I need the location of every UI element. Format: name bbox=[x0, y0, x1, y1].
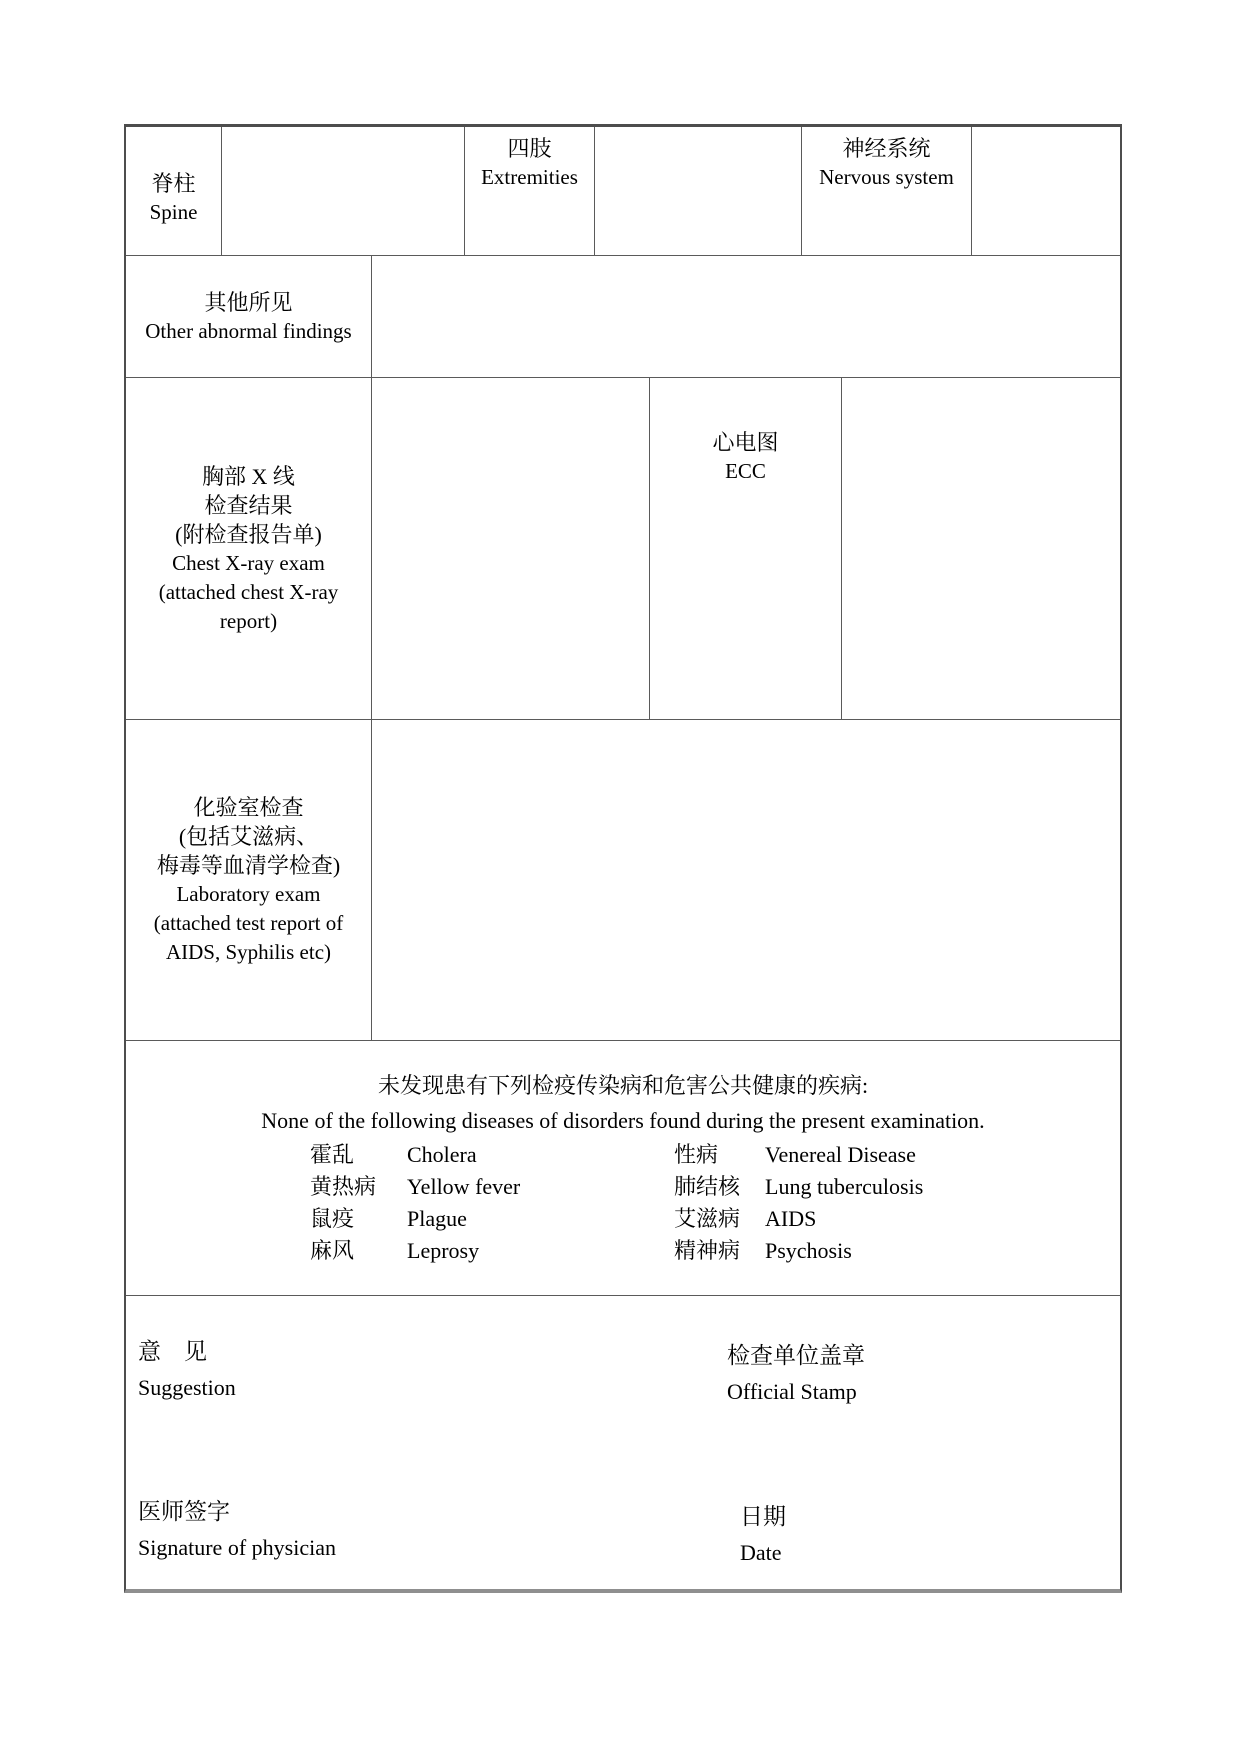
disease-yellow-fever-cn: 黄热病 bbox=[310, 1174, 377, 1199]
lab-label-line6: AIDS, Syphilis etc) bbox=[165, 940, 332, 964]
suggestion-label-en: Suggestion bbox=[138, 1375, 236, 1400]
date-label-en: Date bbox=[740, 1540, 782, 1565]
date-label-cn: 日期 bbox=[740, 1504, 786, 1529]
ecc-label-en: ECC bbox=[725, 459, 766, 483]
lab-label-line3: 梅毒等血清学检查) bbox=[156, 853, 341, 878]
row-other-findings bbox=[126, 256, 1120, 378]
row-xray-ecc bbox=[126, 378, 1120, 720]
spine-label-en: Spine bbox=[149, 200, 198, 224]
disease-tuberculosis-en: Lung tuberculosis bbox=[765, 1174, 924, 1199]
row-diseases-declaration bbox=[126, 1041, 1120, 1296]
nervous-system-label-cell bbox=[802, 127, 972, 255]
disease-cholera-cn: 霍乱 bbox=[310, 1142, 355, 1167]
lab-label-line2: (包括艾滋病、 bbox=[178, 824, 319, 849]
extremities-label-en: Extremities bbox=[481, 165, 578, 189]
date-block bbox=[740, 1499, 786, 1571]
disease-venereal-cn: 性病 bbox=[674, 1142, 719, 1167]
disease-cholera-en: Cholera bbox=[407, 1142, 477, 1167]
diseases-title-cn: 未发现患有下列检疫传染病和危害公共健康的疾病: bbox=[377, 1073, 869, 1098]
official-stamp-block bbox=[727, 1338, 865, 1410]
official-stamp-label-cn: 检查单位盖章 bbox=[727, 1343, 865, 1368]
lab-label-cell bbox=[126, 720, 372, 1040]
xray-label-line1: 胸部 X 线 bbox=[202, 463, 295, 489]
nervous-system-input-area bbox=[972, 127, 1120, 255]
ecc-label-cn: 心电图 bbox=[712, 430, 779, 455]
disease-psychosis-en: Psychosis bbox=[765, 1238, 852, 1263]
disease-leprosy-en: Leprosy bbox=[407, 1238, 480, 1263]
other-findings-label-cell bbox=[126, 256, 372, 377]
exam-form-table bbox=[124, 124, 1122, 1593]
physician-signature-label-cn: 医师签字 bbox=[138, 1499, 230, 1524]
disease-leprosy-cn: 麻风 bbox=[310, 1238, 355, 1263]
lab-label-line1: 化验室检查 bbox=[193, 795, 304, 820]
disease-aids-cn: 艾滋病 bbox=[674, 1206, 741, 1231]
ecc-input-area bbox=[842, 378, 1120, 719]
row-footer bbox=[126, 1296, 1120, 1589]
lab-input-area bbox=[372, 720, 1120, 1040]
suggestion-label-cn: 意 见 bbox=[138, 1339, 207, 1364]
spine-label-cell bbox=[126, 127, 222, 255]
disease-line bbox=[126, 1203, 1120, 1235]
disease-aids-en: AIDS bbox=[765, 1206, 817, 1231]
xray-input-area bbox=[372, 378, 650, 719]
disease-line bbox=[126, 1235, 1120, 1267]
disease-plague-en: Plague bbox=[407, 1206, 467, 1231]
extremities-label-cell bbox=[465, 127, 595, 255]
row-laboratory-exam bbox=[126, 720, 1120, 1041]
nervous-system-label-en: Nervous system bbox=[819, 165, 954, 189]
other-findings-label-en: Other abnormal findings bbox=[145, 318, 352, 343]
extremities-input-area bbox=[595, 127, 802, 255]
xray-label-line5: (attached chest X-ray bbox=[158, 579, 339, 604]
disease-tuberculosis-cn: 肺结核 bbox=[674, 1174, 741, 1199]
spine-input-area bbox=[222, 127, 465, 255]
xray-label-line6: report) bbox=[219, 608, 278, 633]
official-stamp-label-en: Official Stamp bbox=[727, 1379, 857, 1404]
lab-label-line5: (attached test report of bbox=[153, 911, 344, 935]
row-physical-exam bbox=[126, 127, 1120, 256]
suggestion-block bbox=[138, 1334, 236, 1406]
spine-label-cn: 脊柱 bbox=[151, 171, 196, 196]
physician-signature-block bbox=[138, 1494, 336, 1566]
xray-label-line2: 检查结果 bbox=[204, 492, 293, 518]
xray-label-line4: Chest X-ray exam bbox=[172, 550, 325, 575]
ecc-label-cell bbox=[650, 378, 842, 719]
lab-label-line4: Laboratory exam bbox=[176, 882, 321, 906]
other-findings-label-cn: 其他所见 bbox=[204, 289, 293, 315]
nervous-system-label-cn: 神经系统 bbox=[842, 136, 931, 161]
other-findings-input-area bbox=[372, 256, 1120, 377]
disease-line bbox=[126, 1139, 1120, 1171]
disease-line bbox=[126, 1171, 1120, 1203]
disease-psychosis-cn: 精神病 bbox=[674, 1238, 741, 1263]
extremities-label-cn: 四肢 bbox=[507, 136, 552, 161]
disease-yellow-fever-en: Yellow fever bbox=[407, 1174, 521, 1199]
xray-label-line3: (附检查报告单) bbox=[175, 521, 322, 547]
physician-signature-label-en: Signature of physician bbox=[138, 1535, 336, 1560]
disease-plague-cn: 鼠疫 bbox=[310, 1206, 355, 1231]
diseases-title-en: None of the following diseases of disorders found during the present examination. bbox=[261, 1108, 985, 1133]
disease-venereal-en: Venereal Disease bbox=[765, 1142, 916, 1167]
xray-label-cell bbox=[126, 378, 372, 719]
